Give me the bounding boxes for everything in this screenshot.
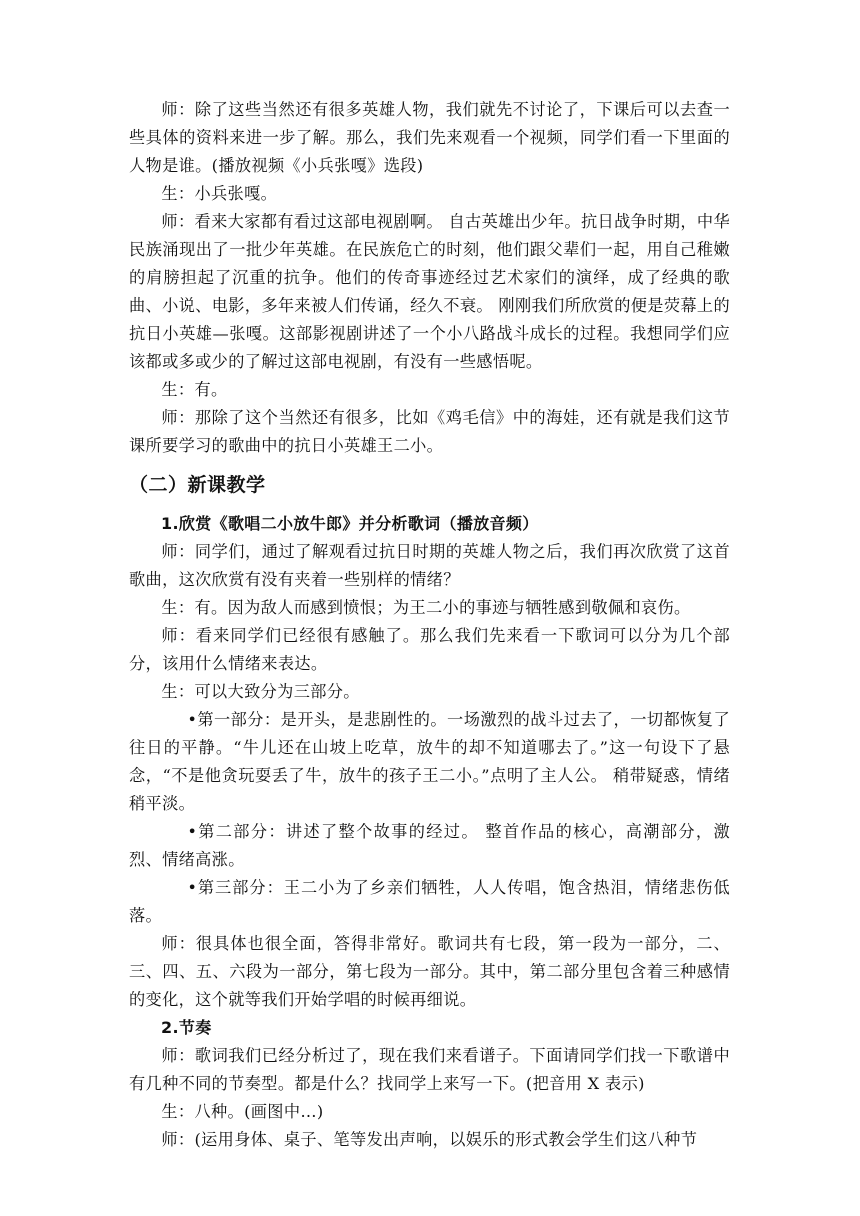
bullet-item: •第二部分：讲述了整个故事的经过。 整首作品的核心，高潮部分，激烈、情绪高涨。 [129,822,730,869]
dialogue-paragraph: 生：八种。(画图中…) [161,1102,324,1121]
dialogue-paragraph: 师：很具体也很全面，答得非常好。歌词共有七段，第一段为一部分，二、三、四、五、六段为一部分，第七段为一部分。其中，第二部分里包含着三种感情的变化，这个就等我们开始学唱的时候再细说。 [129,934,730,1009]
intro-paragraph: 生：有。 [161,380,228,399]
bullet-item: •第一部分：是开头，是悲剧性的。一场激烈的战斗过去了，一切都恢复了往日的平静。“牛儿还在山坡上吃草，放牛的却不知道哪去了。”这一句设下了悬念，“不是他贪玩耍丢了牛，放牛的孩子王二小。”点明了主人公。 稍带疑惑，情绪稍平淡。 [129,710,730,813]
dialogue-paragraph: 师：同学们，通过了解观看过抗日时期的英雄人物之后，我们再次欣赏了这首歌曲，这次欣赏有没有夹着一些别样的情绪？ [129,542,730,589]
section-heading: （二）新课教学 [129,474,266,496]
dialogue-paragraph: 师：看来同学们已经很有感触了。那么我们先来看一下歌词可以分为几个部分，该用什么情绪来表达。 [129,626,730,673]
dialogue-paragraph: 生：有。因为敌人而感到愤恨；为王二小的事迹与牺牲感到敬佩和哀伤。 [161,598,691,617]
subsection-heading: 1.欣赏《歌唱二小放牛郎》并分析歌词（播放音频） [161,514,539,533]
intro-paragraph: 师：看来大家都有看过这部电视剧啊。 自古英雄出少年。抗日战争时期，中华民族涌现出了一批少年英雄。在民族危亡的时刻，他们跟父辈们一起，用自己稚嫩的肩膀担起了沉重的抗争。他们的传奇事迹经过艺术家们的演绎，成了经典的歌曲、小说、电影，多年来被人们传诵，经久不衰。 刚刚我们所欣赏的便是荧幕上的抗日小英雄—张嘎。这部影视剧讲述了一个小八路战斗成长的过程。我想同学们应该都或多或少的了解过这部电视剧，有没有一些感悟呢。 [129,212,730,371]
subsection-heading: 2.节奏 [161,1018,212,1037]
intro-paragraph: 师：除了这些当然还有很多英雄人物，我们就先不讨论了，下课后可以去查一些具体的资料来进一步了解。那么，我们先来观看一个视频，同学们看一下里面的人物是谁。(播放视频《小兵张嘎》选段) [129,100,730,175]
bullet-item: •第三部分：王二小为了乡亲们牺牲，人人传唱，饱含热泪，情绪悲伤低落。 [129,878,730,925]
dialogue-paragraph: 师：(运用身体、桌子、笔等发出声响，以娱乐的形式教会学生们这八种节 [161,1130,698,1149]
intro-paragraph: 生：小兵张嘎。 [161,184,278,203]
intro-paragraph: 师：那除了这个当然还有很多，比如《鸡毛信》中的海娃，还有就是我们这节课所要学习的歌曲中的抗日小英雄王二小。 [129,408,730,455]
document-page [129,96,730,1154]
dialogue-paragraph: 师：歌词我们已经分析过了，现在我们来看谱子。下面请同学们找一下歌谱中有几种不同的节奏型。都是什么？找同学上来写一下。(把音用 X 表示) [129,1046,730,1093]
dialogue-paragraph: 生：可以大致分为三部分。 [161,682,360,701]
